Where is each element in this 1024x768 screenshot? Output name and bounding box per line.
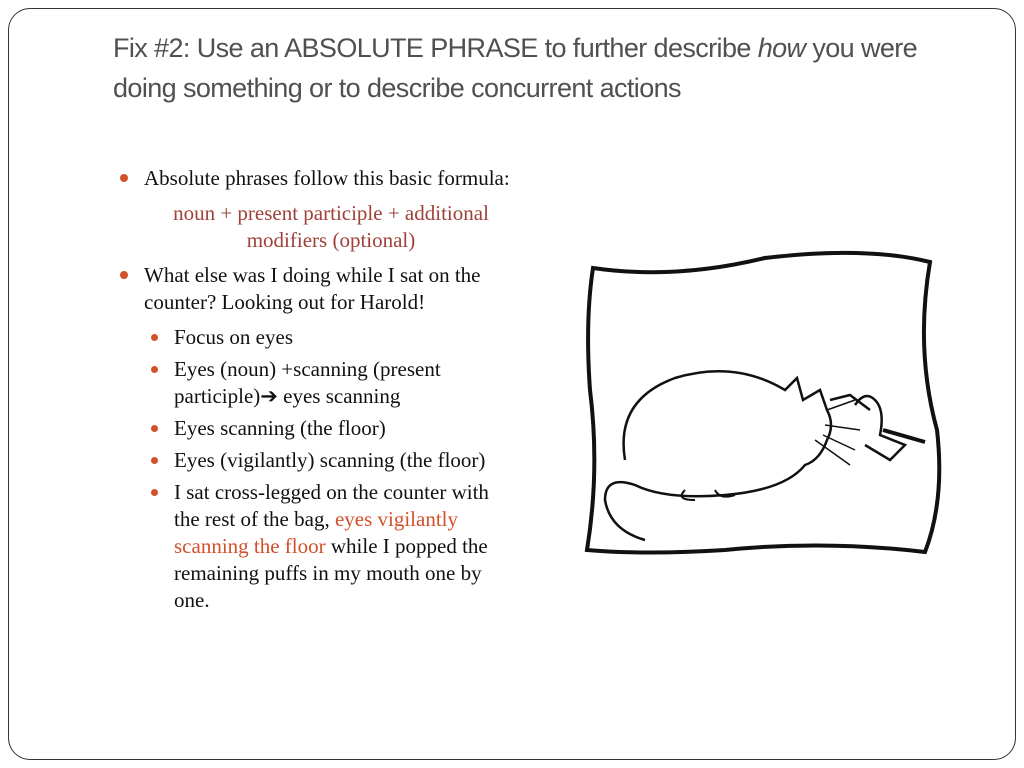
- bullet-item: Absolute phrases follow this basic formula:: [118, 165, 518, 192]
- sub-bullet-text: I sat cross-legged on the counter with the rest of the bag,: [174, 480, 489, 531]
- sub-bullet-item: [118, 479, 518, 614]
- sub-bullet-text: eyes scanning: [277, 384, 401, 408]
- arrow-icon: ➔: [260, 384, 278, 408]
- title-emphasis: how: [757, 33, 806, 63]
- formula-text: noun + present participle + additional modifiers (optional): [173, 201, 489, 252]
- title-text: Fix #2: Use an ABSOLUTE PHRASE to further describe: [113, 33, 758, 63]
- sub-bullet-text: while I popped the remaining puffs in my mouth one by one.: [174, 534, 488, 612]
- highlighted-phrase: eyes vigilantly scanning the floor: [174, 507, 459, 558]
- slide-title: [113, 28, 973, 108]
- bullet-item: What else was I doing while I sat on the counter? Looking out for Harold!: [118, 262, 518, 316]
- slide-body: [118, 165, 518, 619]
- sub-bullet-item: Eyes scanning (the floor): [118, 415, 518, 442]
- sub-bullet-item: Eyes (vigilantly) scanning (the floor): [118, 447, 518, 474]
- sub-bullet-item: Focus on eyes: [118, 324, 518, 351]
- sub-bullet-text: Eyes (noun) +scanning (present participle): [174, 357, 441, 408]
- cat-drawing-icon: [565, 250, 960, 570]
- title-text-end: you were doing something or to describe concurrent actions: [113, 33, 918, 103]
- sub-bullet-item: [118, 356, 518, 410]
